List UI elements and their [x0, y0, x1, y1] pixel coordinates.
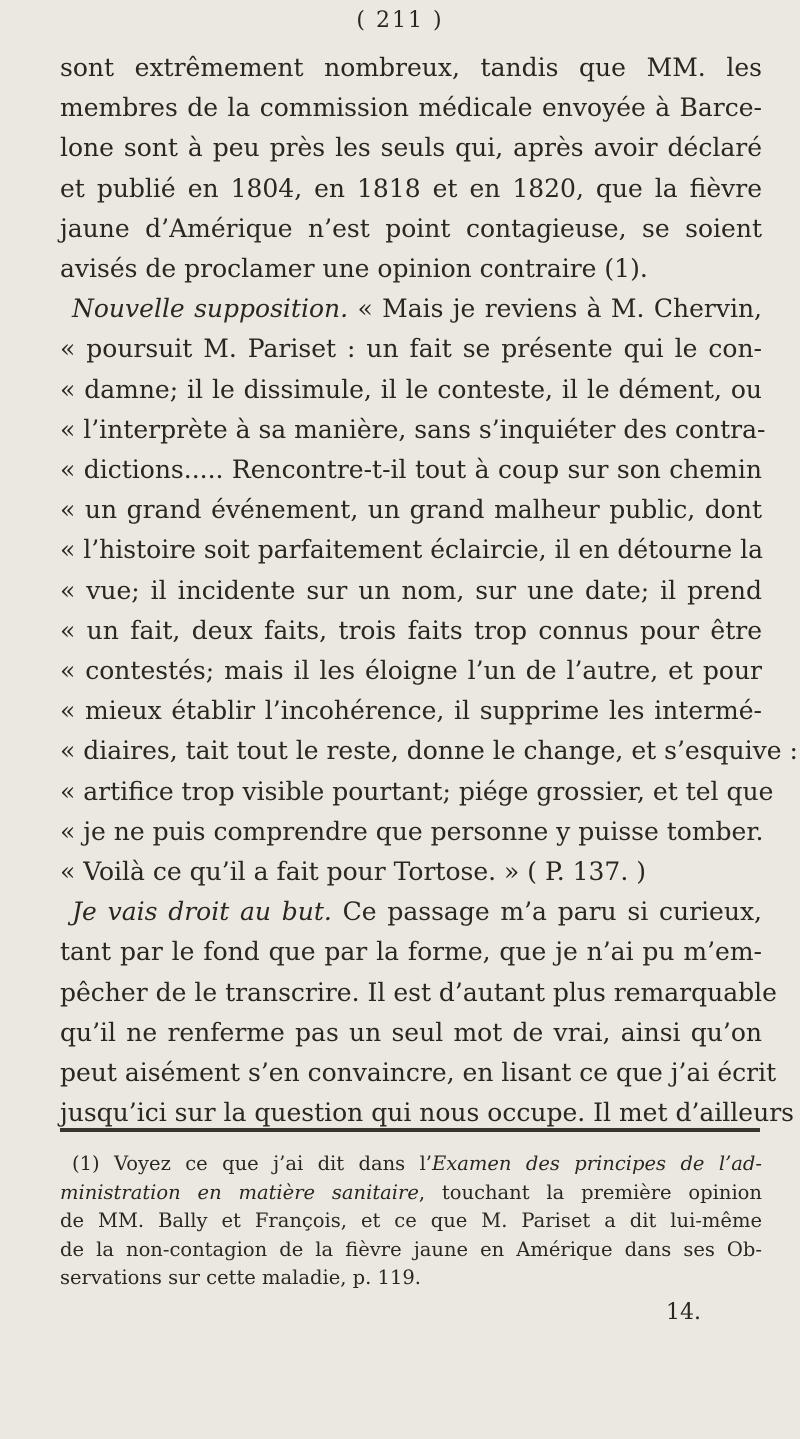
text-line: avisés de proclamer une opinion contraire (1).	[60, 254, 648, 284]
section-heading-inline: Nouvelle supposition.	[72, 294, 349, 324]
text-line: pêcher de le transcrire. Il est d’autant plus remarquable	[60, 977, 777, 1007]
text-line: jusqu’ici sur la question qui nous occupe. Il met d’ailleurs	[60, 1098, 794, 1128]
text-segment: « Mais je reviens à M. Chervin,	[357, 294, 762, 324]
text-line: « Voilà ce qu’il a fait pour Tortose. » ( P. 137. )	[60, 857, 646, 887]
footnote-line: de la non-contagion de la fièvre jaune en Amérique dans ses Ob-	[60, 1237, 762, 1261]
section-heading-inline: Je vais droit au but.	[72, 897, 332, 927]
text-line: « l’interprète à sa manière, sans s’inquiéter des contra-	[60, 414, 766, 444]
cited-title: ministration en matière sanitaire	[60, 1180, 419, 1204]
text-line-paragraph-start	[60, 892, 762, 932]
main-text	[60, 48, 798, 1133]
text-line-paragraph-start	[60, 289, 762, 329]
footnote-line: de MM. Bally et François, et ce que M. Pariset a dit lui-même	[60, 1209, 762, 1232]
text-line: « l’histoire soit parfaitement éclaircie, il en détourne la	[60, 535, 764, 565]
footnote-separator-rule	[60, 1128, 760, 1132]
text-line: et publié en 1804, en 1818 et en 1820, que la fièvre	[60, 173, 762, 203]
footnote-line: servations sur cette maladie, p. 119.	[60, 1266, 421, 1289]
signature-mark: 14.	[666, 1300, 701, 1325]
text-line: jaune d’Amérique n’est point contagieuse, se soient	[60, 213, 762, 243]
text-line: « vue; il incidente sur un nom, sur une date; il prend	[60, 575, 762, 605]
text-line: « diaires, tait tout le reste, donne le change, et s’esquive :	[60, 736, 798, 766]
text-segment: Ce passage m’a paru si curieux,	[342, 897, 763, 927]
footnote	[60, 1150, 762, 1293]
text-line: « artifice trop visible pourtant; piége grossier, et tel que	[60, 776, 774, 806]
text-segment: , touchant la première opinion	[418, 1180, 762, 1204]
text-line: tant par le fond que par la forme, que je n’ai pu m’em-	[60, 937, 762, 967]
cited-title: Examen des principes de l’ad-	[432, 1152, 762, 1175]
text-line: « je ne puis comprendre que personne y puisse tomber.	[60, 816, 764, 846]
text-line: « dictions..... Rencontre-t-il tout à coup sur son chemin	[60, 455, 762, 485]
text-line: « un fait, deux faits, trois faits trop connus pour être	[60, 615, 762, 645]
text-line: « contestés; mais il les éloigne l’un de l’autre, et pour	[60, 656, 762, 686]
text-line: « damne; il le dissimule, il le conteste, il le dément, ou	[60, 374, 762, 404]
text-line: qu’il ne renferme pas un seul mot de vrai, ainsi qu’on	[60, 1017, 762, 1047]
text-line: peut aisément s’en convaincre, en lisant ce que j’ai écrit	[60, 1058, 777, 1088]
footnote-line	[60, 1150, 762, 1179]
text-line: « mieux établir l’incohérence, il supprime les intermé-	[60, 696, 762, 726]
text-line: lone sont à peu près les seuls qui, après avoir déclaré	[60, 133, 762, 163]
text-line: « un grand événement, un grand malheur public, dont	[60, 495, 762, 525]
text-segment: (1) Voyez ce que j’ai dit dans l’	[72, 1152, 433, 1175]
text-line: « poursuit M. Pariset : un fait se présente qui le con-	[60, 334, 762, 364]
text-line: sont extrêmement nombreux, tandis que MM. les	[60, 53, 762, 82]
footnote-line	[60, 1179, 762, 1208]
page-number: ( 211 )	[356, 8, 444, 33]
text-line: membres de la commission médicale envoyée à Barce-	[60, 93, 762, 123]
